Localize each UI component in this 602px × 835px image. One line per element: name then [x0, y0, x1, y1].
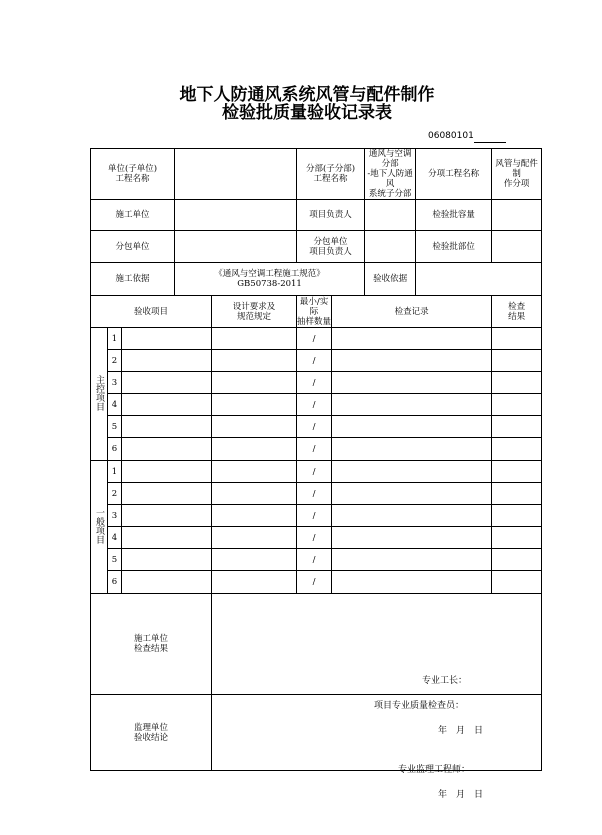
general-row-3-record[interactable]: [332, 505, 492, 527]
project-leader-label: 项目负责人: [297, 200, 365, 231]
main-row-2-sample: /: [297, 350, 332, 372]
main-row-6-sample: /: [297, 438, 332, 461]
general-row-3-no: 3: [108, 505, 122, 527]
unit-project-value[interactable]: [175, 149, 297, 200]
main-row-5-design[interactable]: [212, 416, 297, 438]
item-project-value: 风管与配件制 作分项: [492, 149, 542, 200]
main-row-6-no: 6: [108, 438, 122, 461]
general-row-5-item[interactable]: [122, 549, 212, 571]
construction-check-area[interactable]: [212, 594, 542, 736]
general-row-2-no: 2: [108, 483, 122, 505]
general-row-3-result[interactable]: [492, 505, 542, 527]
general-row-1-no: 1: [108, 461, 122, 483]
supervision-check-label: 监理单位 验收结论: [91, 695, 212, 771]
main-row-3-design[interactable]: [212, 372, 297, 394]
general-row-5-design[interactable]: [212, 549, 297, 571]
general-row-2-design[interactable]: [212, 483, 297, 505]
general-row-3-item[interactable]: [122, 505, 212, 527]
unit-project-label: 单位(子单位) 工程名称: [91, 149, 175, 200]
general-items-label: 一般项目: [91, 461, 108, 594]
construction-basis-value: 《通风与空调工程施工规范》 GB50738-2011: [175, 263, 365, 296]
general-row-6-sample: /: [297, 571, 332, 594]
supervising-engineer-label: 专业监理工程师：: [398, 764, 471, 775]
general-row-5-result[interactable]: [492, 549, 542, 571]
general-row-1-record[interactable]: [332, 461, 492, 483]
main-row-6-result[interactable]: [492, 438, 542, 461]
supervision-date: 年 月 日: [438, 789, 484, 800]
general-row-4-design[interactable]: [212, 527, 297, 549]
main-row-3-sample: /: [297, 372, 332, 394]
project-leader-value[interactable]: [365, 200, 416, 231]
form-code-underline: [474, 142, 506, 143]
main-row-6-design[interactable]: [212, 438, 297, 461]
general-row-4-no: 4: [108, 527, 122, 549]
general-row-2-record[interactable]: [332, 483, 492, 505]
construction-date: 年 月 日: [438, 726, 484, 736]
general-row-6-record[interactable]: [332, 571, 492, 594]
general-row-1-result[interactable]: [492, 461, 542, 483]
general-row-5-record[interactable]: [332, 549, 492, 571]
construction-basis-label: 施工依据: [91, 263, 175, 296]
general-row-4-item[interactable]: [122, 527, 212, 549]
general-row-6-result[interactable]: [492, 571, 542, 594]
main-row-4-design[interactable]: [212, 394, 297, 416]
main-row-4-record[interactable]: [332, 394, 492, 416]
main-row-2-result[interactable]: [492, 350, 542, 372]
batch-location-value[interactable]: [492, 231, 542, 263]
sub-project-label: 分部(子分部) 工程名称: [297, 149, 365, 200]
acceptance-basis-label: 验收依据: [365, 263, 416, 296]
col-header-item: 验收项目: [91, 296, 212, 328]
general-row-3-design[interactable]: [212, 505, 297, 527]
col-header-sample: 最小/实际 抽样数量: [297, 296, 332, 327]
general-row-2-sample: /: [297, 483, 332, 505]
col-header-result: 检查 结果: [492, 296, 542, 328]
subcontract-leader-label: 分包单位 项目负责人: [297, 231, 365, 263]
construction-check-label: 施工单位 检查结果: [91, 594, 212, 695]
main-row-6-item[interactable]: [122, 438, 212, 461]
main-row-3-record[interactable]: [332, 372, 492, 394]
main-row-4-result[interactable]: [492, 394, 542, 416]
col-header-record: 检查记录: [332, 296, 492, 328]
batch-capacity-value[interactable]: [492, 200, 542, 231]
main-row-1-record[interactable]: [332, 328, 492, 350]
construction-unit-value[interactable]: [175, 200, 297, 231]
general-row-4-result[interactable]: [492, 527, 542, 549]
construction-unit-label: 施工单位: [91, 200, 175, 231]
general-row-2-result[interactable]: [492, 483, 542, 505]
form-title-line1: 地下人防通风系统风管与配件制作: [179, 85, 435, 105]
main-row-3-item[interactable]: [122, 372, 212, 394]
subcontract-unit-label: 分包单位: [91, 231, 175, 263]
main-row-1-design[interactable]: [212, 328, 297, 350]
main-row-4-item[interactable]: [122, 394, 212, 416]
general-row-4-record[interactable]: [332, 527, 492, 549]
main-row-5-item[interactable]: [122, 416, 212, 438]
main-row-2-no: 2: [108, 350, 122, 372]
general-row-1-sample: /: [297, 461, 332, 483]
subcontract-leader-value[interactable]: [365, 231, 416, 263]
batch-capacity-label: 检验批容量: [416, 200, 492, 231]
general-row-6-design[interactable]: [212, 571, 297, 594]
general-row-3-sample: /: [297, 505, 332, 527]
col-header-design: 设计要求及 规范规定: [212, 296, 297, 328]
acceptance-basis-value[interactable]: [416, 263, 542, 296]
main-row-1-item[interactable]: [122, 328, 212, 350]
general-row-5-no: 5: [108, 549, 122, 571]
main-row-5-no: 5: [108, 416, 122, 438]
main-row-4-sample: /: [297, 394, 332, 416]
main-row-5-result[interactable]: [492, 416, 542, 438]
main-row-4-no: 4: [108, 394, 122, 416]
batch-location-label: 检验批部位: [416, 231, 492, 263]
sub-project-value: 通风与空调分部 -地下人防通风 系统子分部: [365, 149, 416, 200]
item-project-label: 分项工程名称: [416, 149, 492, 200]
general-row-6-item[interactable]: [122, 571, 212, 594]
general-row-1-item[interactable]: [122, 461, 212, 483]
main-row-3-result[interactable]: [492, 372, 542, 394]
inspection-form-table: [90, 148, 542, 800]
quality-inspector-label: 项目专业质量检查员：: [374, 701, 465, 711]
form-code: 06080101: [428, 131, 474, 141]
main-row-2-design[interactable]: [212, 350, 297, 372]
main-row-2-item[interactable]: [122, 350, 212, 372]
main-control-label: 主控项目: [91, 328, 108, 461]
general-row-2-item[interactable]: [122, 483, 212, 505]
form-title-line2: 检验批质量验收记录表: [222, 103, 392, 123]
foreman-label: 专业工长：: [422, 676, 468, 686]
general-row-6-no: 6: [108, 571, 122, 594]
general-row-1-design[interactable]: [212, 461, 297, 483]
main-row-5-sample: /: [297, 416, 332, 438]
general-row-4-sample: /: [297, 527, 332, 549]
general-row-5-sample: /: [297, 549, 332, 571]
main-row-5-record[interactable]: [332, 416, 492, 438]
subcontract-unit-value[interactable]: [175, 231, 297, 263]
main-row-1-sample: /: [297, 328, 332, 350]
main-row-6-record[interactable]: [332, 438, 492, 461]
main-row-3-no: 3: [108, 372, 122, 394]
main-row-1-no: 1: [108, 328, 122, 350]
main-row-2-record[interactable]: [332, 350, 492, 372]
main-row-1-result[interactable]: [492, 328, 542, 350]
